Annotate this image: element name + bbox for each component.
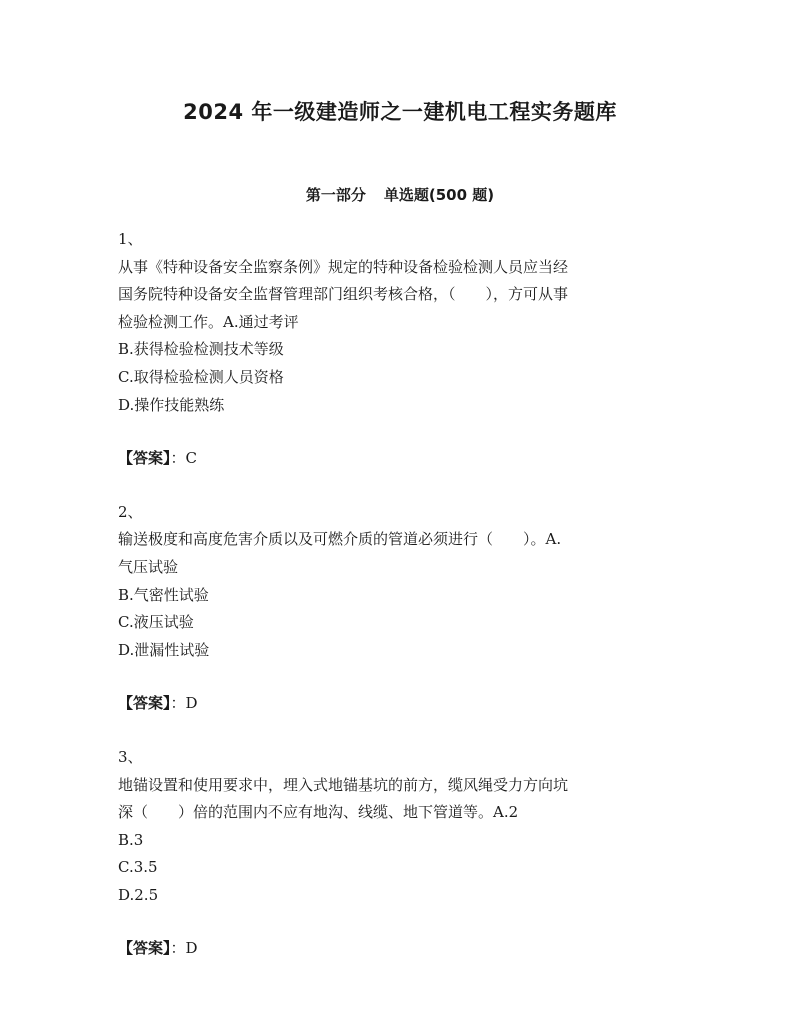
question-number: 3、 xyxy=(118,747,143,766)
section-label: 单选题(500 题) xyxy=(383,186,495,204)
answer-value: D xyxy=(185,939,198,958)
question-text-line: 国务院特种设备安全监督管理部门组织考核合格，（ ），方可从事 xyxy=(118,285,569,304)
question-text-line: 地锚设置和使用要求中，埋入式地锚基坑的前方，缆风绳受力方向坑 xyxy=(118,775,569,794)
answer-label: 【答案】 xyxy=(118,449,171,468)
option-b: B.3 xyxy=(118,830,144,849)
question-item xyxy=(118,226,682,473)
answer-line xyxy=(118,935,682,963)
option-d: D.2.5 xyxy=(118,885,159,904)
question-text-line: 输送极度和高度危害介质以及可燃介质的管道必须进行（ ）。A. xyxy=(118,530,562,549)
answer-label: 【答案】 xyxy=(118,694,171,713)
option-c: C.取得检验检测人员资格 xyxy=(118,367,284,386)
section-title xyxy=(0,184,800,205)
answer-line xyxy=(118,690,682,718)
answer-line xyxy=(118,445,682,473)
question-text-line: 从事《特种设备安全监察条例》规定的特种设备检验检测人员应当经 xyxy=(118,257,569,276)
option-c: C.液压试验 xyxy=(118,613,194,632)
option-b: B.气密性试验 xyxy=(118,585,209,604)
question-item xyxy=(118,744,682,963)
option-c: C.3.5 xyxy=(118,858,158,877)
option-b: B.获得检验检测技术等级 xyxy=(118,340,284,359)
option-d: D.操作技能熟练 xyxy=(118,395,225,414)
question-text-line: 气压试验 xyxy=(118,557,179,576)
answer-value: C xyxy=(185,449,198,468)
answer-value: D xyxy=(185,694,198,713)
answer-separator: ： xyxy=(170,939,186,958)
option-d: D.泄漏性试验 xyxy=(118,640,210,659)
question-text-line: 检验检测工作。A.通过考评 xyxy=(118,312,299,331)
question-text-line: 深（ ）倍的范围内不应有地沟、线缆、地下管道等。A.2 xyxy=(118,803,519,822)
answer-separator: ： xyxy=(170,449,186,468)
question-item xyxy=(118,499,682,718)
answer-separator: ： xyxy=(170,694,186,713)
document-title: 2024 年一级建造师之一建机电工程实务题库 xyxy=(183,100,617,124)
answer-label: 【答案】 xyxy=(118,939,171,958)
question-number: 1、 xyxy=(118,230,143,248)
question-list xyxy=(118,226,682,989)
section-part: 第一部分 xyxy=(305,186,366,204)
question-number: 2、 xyxy=(118,502,143,521)
